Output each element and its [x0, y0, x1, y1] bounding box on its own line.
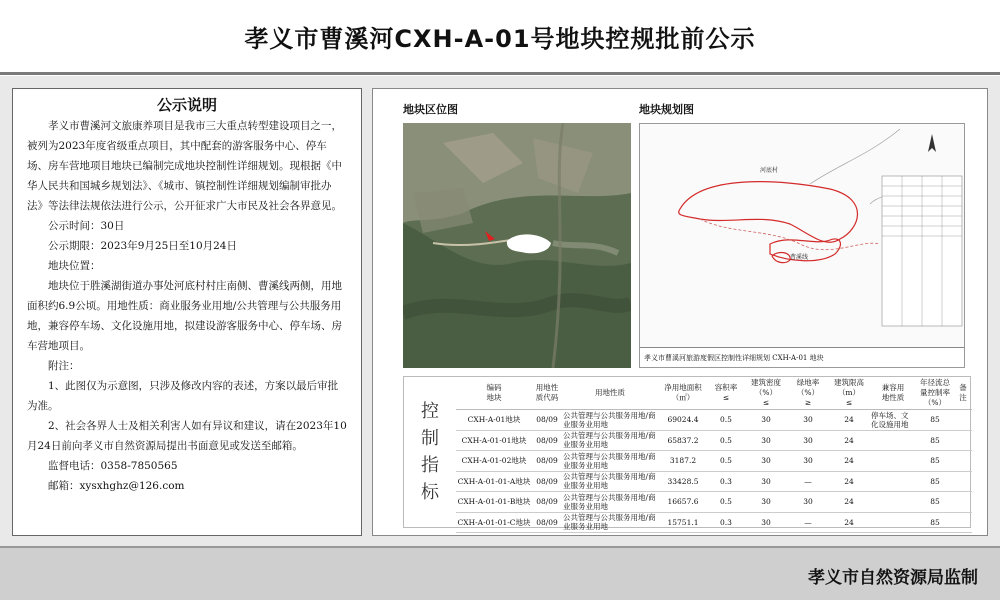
col-header: [708, 377, 744, 410]
table-cell: 85: [916, 492, 954, 513]
table-row: [456, 471, 972, 492]
table-cell: 30: [788, 410, 828, 431]
plan-road-label: 曹溪线: [790, 254, 809, 261]
table-cell: 0.3: [708, 471, 744, 492]
table-row: [456, 410, 972, 431]
table-cell: 24: [828, 492, 870, 513]
col-header: [532, 377, 562, 410]
table-cell: 公共管理与公共服务用地/商业服务业用地: [562, 451, 658, 472]
control-table: [456, 377, 972, 533]
col-header-text: 年径流总 量控制率 （%）: [920, 378, 950, 407]
table-cell: [870, 512, 916, 533]
control-label: [404, 377, 456, 527]
appendix-label: 附注：: [48, 360, 80, 372]
table-cell: [870, 451, 916, 472]
table-cell: 24: [828, 410, 870, 431]
table-cell: [870, 492, 916, 513]
plan-boundary-north: [679, 182, 858, 243]
notice-panel: [12, 88, 362, 536]
col-header: [954, 377, 972, 410]
col-header: [870, 377, 916, 410]
table-cell: [954, 492, 972, 513]
table-cell: 30: [744, 492, 788, 513]
table-cell: CXH-A-01-01-C地块: [456, 512, 532, 533]
map-panel: [372, 88, 988, 536]
phone: 监督电话：0358-7850565: [48, 460, 178, 472]
location-map-caption: 地块区位图: [403, 103, 458, 116]
col-header-text: 兼容用 地性质: [881, 383, 905, 402]
table-cell: 公共管理与公共服务用地/商业服务业用地: [562, 410, 658, 431]
col-header-text: 用地性质: [595, 388, 625, 397]
table-cell: 30: [788, 451, 828, 472]
table-cell: 30: [744, 512, 788, 533]
col-header: [456, 377, 532, 410]
table-cell: 65837.2: [658, 430, 708, 451]
table-cell: 85: [916, 410, 954, 431]
table-cell: 公共管理与公共服务用地/商业服务业用地: [562, 492, 658, 513]
table-cell: CXH-A-01-01地块: [456, 430, 532, 451]
email[interactable]: 邮箱：xysxhghz@126.com: [48, 480, 185, 492]
north-arrow-icon: [928, 134, 936, 152]
table-cell: 08/09: [532, 410, 562, 431]
table-cell: [870, 430, 916, 451]
table-cell: 85: [916, 471, 954, 492]
col-header-text: 备注: [959, 383, 967, 402]
plan-drawing: [640, 124, 965, 349]
location-text: 地块位于胜溪湖街道办事处河底村村庄南侧、曹溪线两侧，用地面积约6.9公顷。用地性质：商业服务业用地/公共管理与公共服务用地，兼容停车场、文化设施用地，拟建设游客服务中心、停车场、房车营地项目。: [27, 280, 342, 352]
col-header: [658, 377, 708, 410]
table-cell: 公共管理与公共服务用地/商业服务业用地: [562, 430, 658, 451]
location-map: [403, 123, 631, 368]
table-cell: 30: [788, 492, 828, 513]
footer-bar: [0, 546, 1000, 600]
col-header: [744, 377, 788, 410]
table-row: [456, 492, 972, 513]
table-cell: 公共管理与公共服务用地/商业服务业用地: [562, 512, 658, 533]
table-cell: 16657.6: [658, 492, 708, 513]
table-cell: 30: [744, 471, 788, 492]
plan-map-caption: 地块规划图: [639, 103, 694, 116]
note-1: 1、此图仅为示意图，只涉及修改内容的表述，方案以最后审批为准。: [27, 380, 339, 412]
col-header: [916, 377, 954, 410]
col-header: [788, 377, 828, 410]
table-cell: 08/09: [532, 451, 562, 472]
col-header-text: 用地性 质代码: [535, 383, 559, 402]
table-cell: 30: [788, 430, 828, 451]
table-cell: CXH-A-01-01-A地块: [456, 471, 532, 492]
table-cell: 0.5: [708, 492, 744, 513]
control-indicators: [403, 376, 971, 532]
table-cell: —: [788, 471, 828, 492]
plan-map: [639, 123, 965, 368]
page-title: 孝义市曹溪河CXH-A-01号地块控规批前公示: [244, 24, 756, 53]
notice-intro: 孝义市曹溪河文旅康养项目是我市三大重点转型建设项目之一，被列为2023年度省级重点项目，其中配套的游客服务中心、停车场、房车营地项目地块已编制完成地块控制性详细规划。现根据《中华人民共和国城乡规划法》、《城市、镇控制性详细规划编制审批办法》等法律法规依法进行公示，公开征求广大市民及社会各界意见。: [27, 120, 342, 212]
table-header: [456, 377, 972, 410]
table-row: [456, 430, 972, 451]
table-cell: 30: [744, 410, 788, 431]
table-row: [456, 451, 972, 472]
table-cell: [870, 471, 916, 492]
control-label-char: 制: [421, 428, 439, 449]
table-cell: 3187.2: [658, 451, 708, 472]
plan-village-label: 河底村: [760, 167, 779, 174]
table-cell: 30: [744, 430, 788, 451]
control-label-char: 指: [421, 455, 439, 476]
table-cell: 69024.4: [658, 410, 708, 431]
table-cell: —: [788, 512, 828, 533]
table-cell: 24: [828, 512, 870, 533]
col-header-text: 绿地率 （%） ≥: [796, 378, 820, 407]
table-cell: 08/09: [532, 430, 562, 451]
table-cell: [954, 471, 972, 492]
col-header: [562, 377, 658, 410]
table-cell: 停车场、文化设施用地: [870, 410, 916, 431]
table-cell: 24: [828, 451, 870, 472]
col-header-text: 净用地面积 （㎡）: [664, 383, 702, 402]
col-header-text: 编码 地块: [486, 383, 502, 402]
table-cell: 24: [828, 471, 870, 492]
title-bar: [0, 0, 1000, 75]
col-header-text: 建筑限高 （m） ≤: [834, 378, 864, 407]
table-cell: 0.5: [708, 410, 744, 431]
table-cell: 85: [916, 512, 954, 533]
footer-authority: 孝义市自然资源局监制: [808, 568, 978, 588]
table-cell: CXH-A-01地块: [456, 410, 532, 431]
table-cell: 公共管理与公共服务用地/商业服务业用地: [562, 471, 658, 492]
table-cell: 08/09: [532, 471, 562, 492]
table-cell: 15751.1: [658, 512, 708, 533]
location-label: 地块位置：: [48, 260, 101, 272]
control-label-char: 标: [421, 482, 439, 503]
notice-heading: 公示说明: [156, 96, 217, 114]
table-cell: [954, 451, 972, 472]
note-2: 2、社会各界人士及相关利害人如有异议和建议，请在2023年10月24日前向孝义市自然资源局提出书面意见或发送至邮箱。: [27, 420, 347, 452]
table-cell: 0.5: [708, 451, 744, 472]
table-cell: [954, 410, 972, 431]
table-cell: 0.5: [708, 430, 744, 451]
control-label-char: 控: [421, 401, 439, 422]
content-frame: [0, 76, 1000, 546]
table-cell: [954, 430, 972, 451]
table-cell: CXH-A-01-02地块: [456, 451, 532, 472]
col-header-text: 建筑密度 （%） ≤: [751, 378, 781, 407]
col-header: [828, 377, 870, 410]
table-cell: 08/09: [532, 512, 562, 533]
table-cell: 85: [916, 451, 954, 472]
col-header-text: 容积率 ≤: [714, 383, 738, 402]
notice-time: 公示时间：30日: [48, 220, 125, 232]
table-cell: 0.3: [708, 512, 744, 533]
table-row: [456, 512, 972, 533]
notice-period: 公示期限：2023年9月25日至10月24日: [48, 240, 237, 252]
table-cell: [954, 512, 972, 533]
table-cell: 85: [916, 430, 954, 451]
table-cell: 08/09: [532, 492, 562, 513]
table-cell: 24: [828, 430, 870, 451]
table-cell: CXH-A-01-01-B地块: [456, 492, 532, 513]
table-body: [456, 410, 972, 533]
satellite-image: [403, 123, 631, 368]
table-cell: 30: [744, 451, 788, 472]
table-cell: 33428.5: [658, 471, 708, 492]
plan-footer: 孝义市曹溪河旅游度假区控制性详细规划 CXH-A-01 地块: [640, 347, 964, 367]
